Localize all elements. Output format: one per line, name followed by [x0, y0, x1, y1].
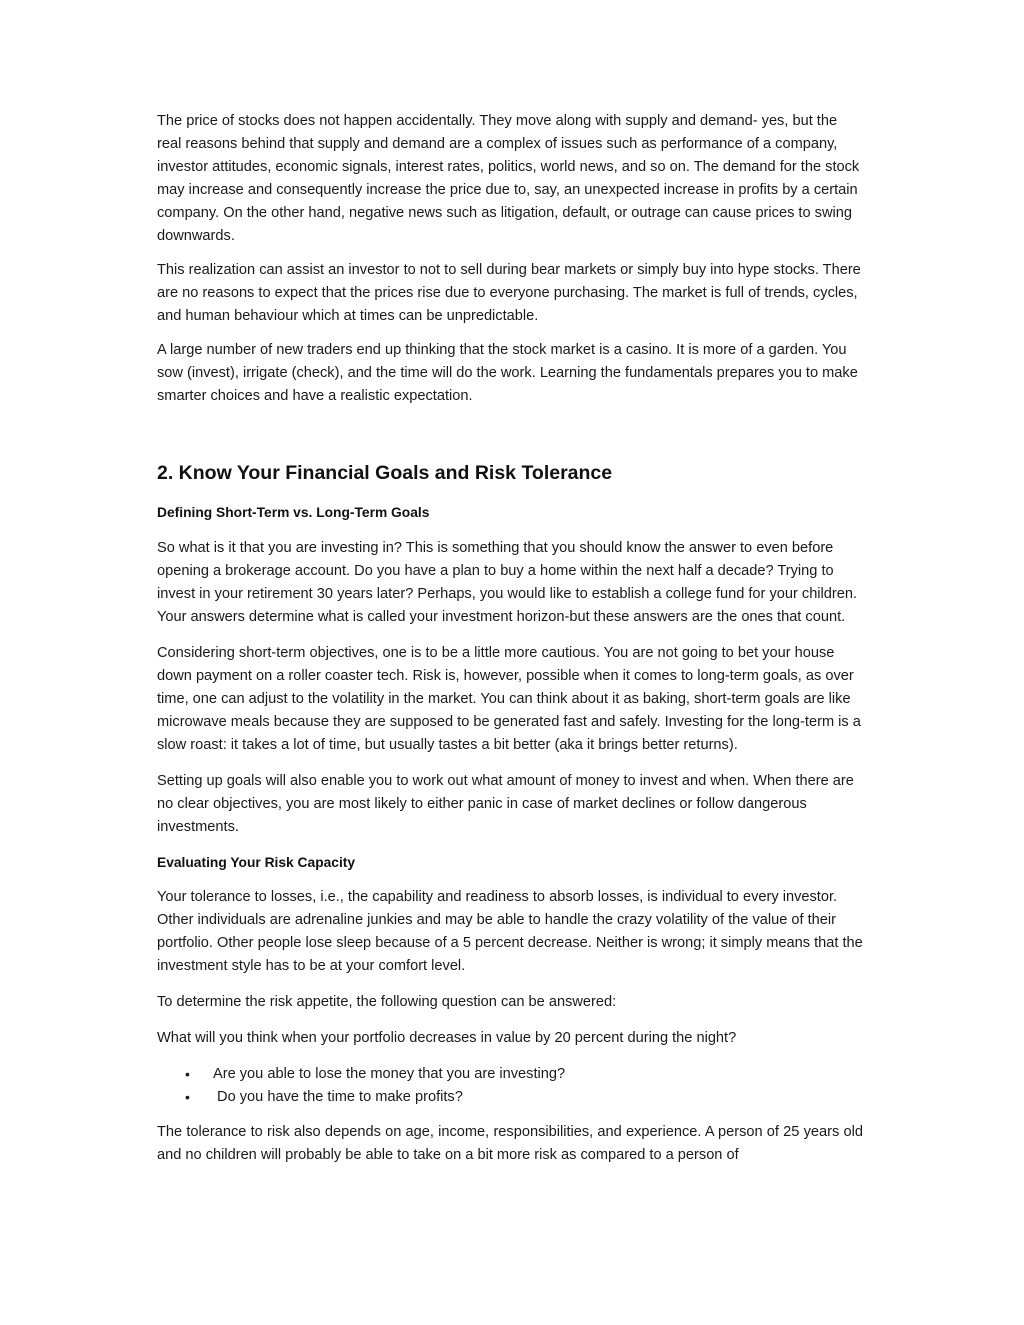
risk-question-list [157, 1063, 863, 1109]
bullet-icon: • [185, 1066, 190, 1082]
subsection-heading-risk: Evaluating Your Risk Capacity [157, 855, 356, 870]
intro-paragraph-1: The price of stocks does not happen accidentally. They move along with supply and demand- yes, but the real reasons behind that supply and demand are a complex of issues such as performance of a company, investor attitudes, economic signals, interest rates, politics, world news, and so on. The demand for the stock may increase and consequently increase the price due to, say, an unexpected increase in profits by a certain company. On the other hand, negative news such as litigation, default, or outrage can cause prices to swing downwards. [157, 113, 860, 244]
document-page [157, 110, 863, 1167]
subsection-heading-goals: Defining Short-Term vs. Long-Term Goals [157, 505, 430, 520]
goals-paragraph-1: So what is it that you are investing in? This is something that you should know the answer to even before opening a brokerage account. Do you have a plan to buy a home within the next half a decade? Trying to invest in your retirement 30 years later? Perhaps, you would like to establish a college fund for your children. Your answers determine what is called your investment horizon-but these answers are the ones that count. [157, 540, 858, 625]
risk-closing-paragraph: The tolerance to risk also depends on age, income, responsibilities, and experience. A person of 25 years old and no children will probably be able to take on a bit more risk as compared to a person of [157, 1124, 863, 1163]
risk-paragraph-2: To determine the risk appetite, the following question can be answered: [157, 994, 617, 1010]
risk-paragraph-3: What will you think when your portfolio decreases in value by 20 percent during the night? [157, 1030, 737, 1046]
bullet-icon: • [185, 1089, 190, 1105]
intro-paragraph-3: A large number of new traders end up thinking that the stock market is a casino. It is more of a garden. You sow (invest), irrigate (check), and the time will do the work. Learning the fundamentals prepares you to make smarter choices and have a realistic expectation. [157, 342, 858, 404]
goals-paragraph-2: Considering short-term objectives, one is to be a little more cautious. You are not going to bet your house down payment on a roller coaster tech. Risk is, however, possible when it comes to long-term goals, as over time, one can adjust to the volatility in the market. You can think about it as baking, short-term goals are like microwave meals because they are supposed to be generated fast and safely. Investing for the long-term is a slow roast: it takes a lot of time, but usually tastes a bit better (aka it brings better returns). [157, 645, 861, 753]
risk-paragraph-1: Your tolerance to losses, i.e., the capability and readiness to absorb losses, is individual to every investor. Other individuals are adrenaline junkies and may be able to handle the crazy volatility of the value of their portfolio. Other people lose sleep because of a 5 percent decrease. Neither is wrong; it simply means that the investment style has to be at your comfort level. [157, 889, 863, 974]
section-heading: 2. Know Your Financial Goals and Risk Tolerance [157, 462, 613, 484]
goals-paragraph-3: Setting up goals will also enable you to work out what amount of money to invest and when. When there are no clear objectives, you are most likely to either panic in case of market declines or follow dangerous investments. [157, 773, 854, 835]
list-item-text: Do you have the time to make profits? [213, 1089, 463, 1105]
list-item [157, 1063, 863, 1086]
list-item-text: Are you able to lose the money that you are investing? [213, 1066, 566, 1082]
intro-paragraph-2: This realization can assist an investor to not to sell during bear markets or simply buy into hype stocks. There are no reasons to expect that the prices rise due to everyone purchasing. The market is full of trends, cycles, and human behaviour which at times can be unpredictable. [157, 262, 861, 324]
list-item [157, 1086, 863, 1109]
